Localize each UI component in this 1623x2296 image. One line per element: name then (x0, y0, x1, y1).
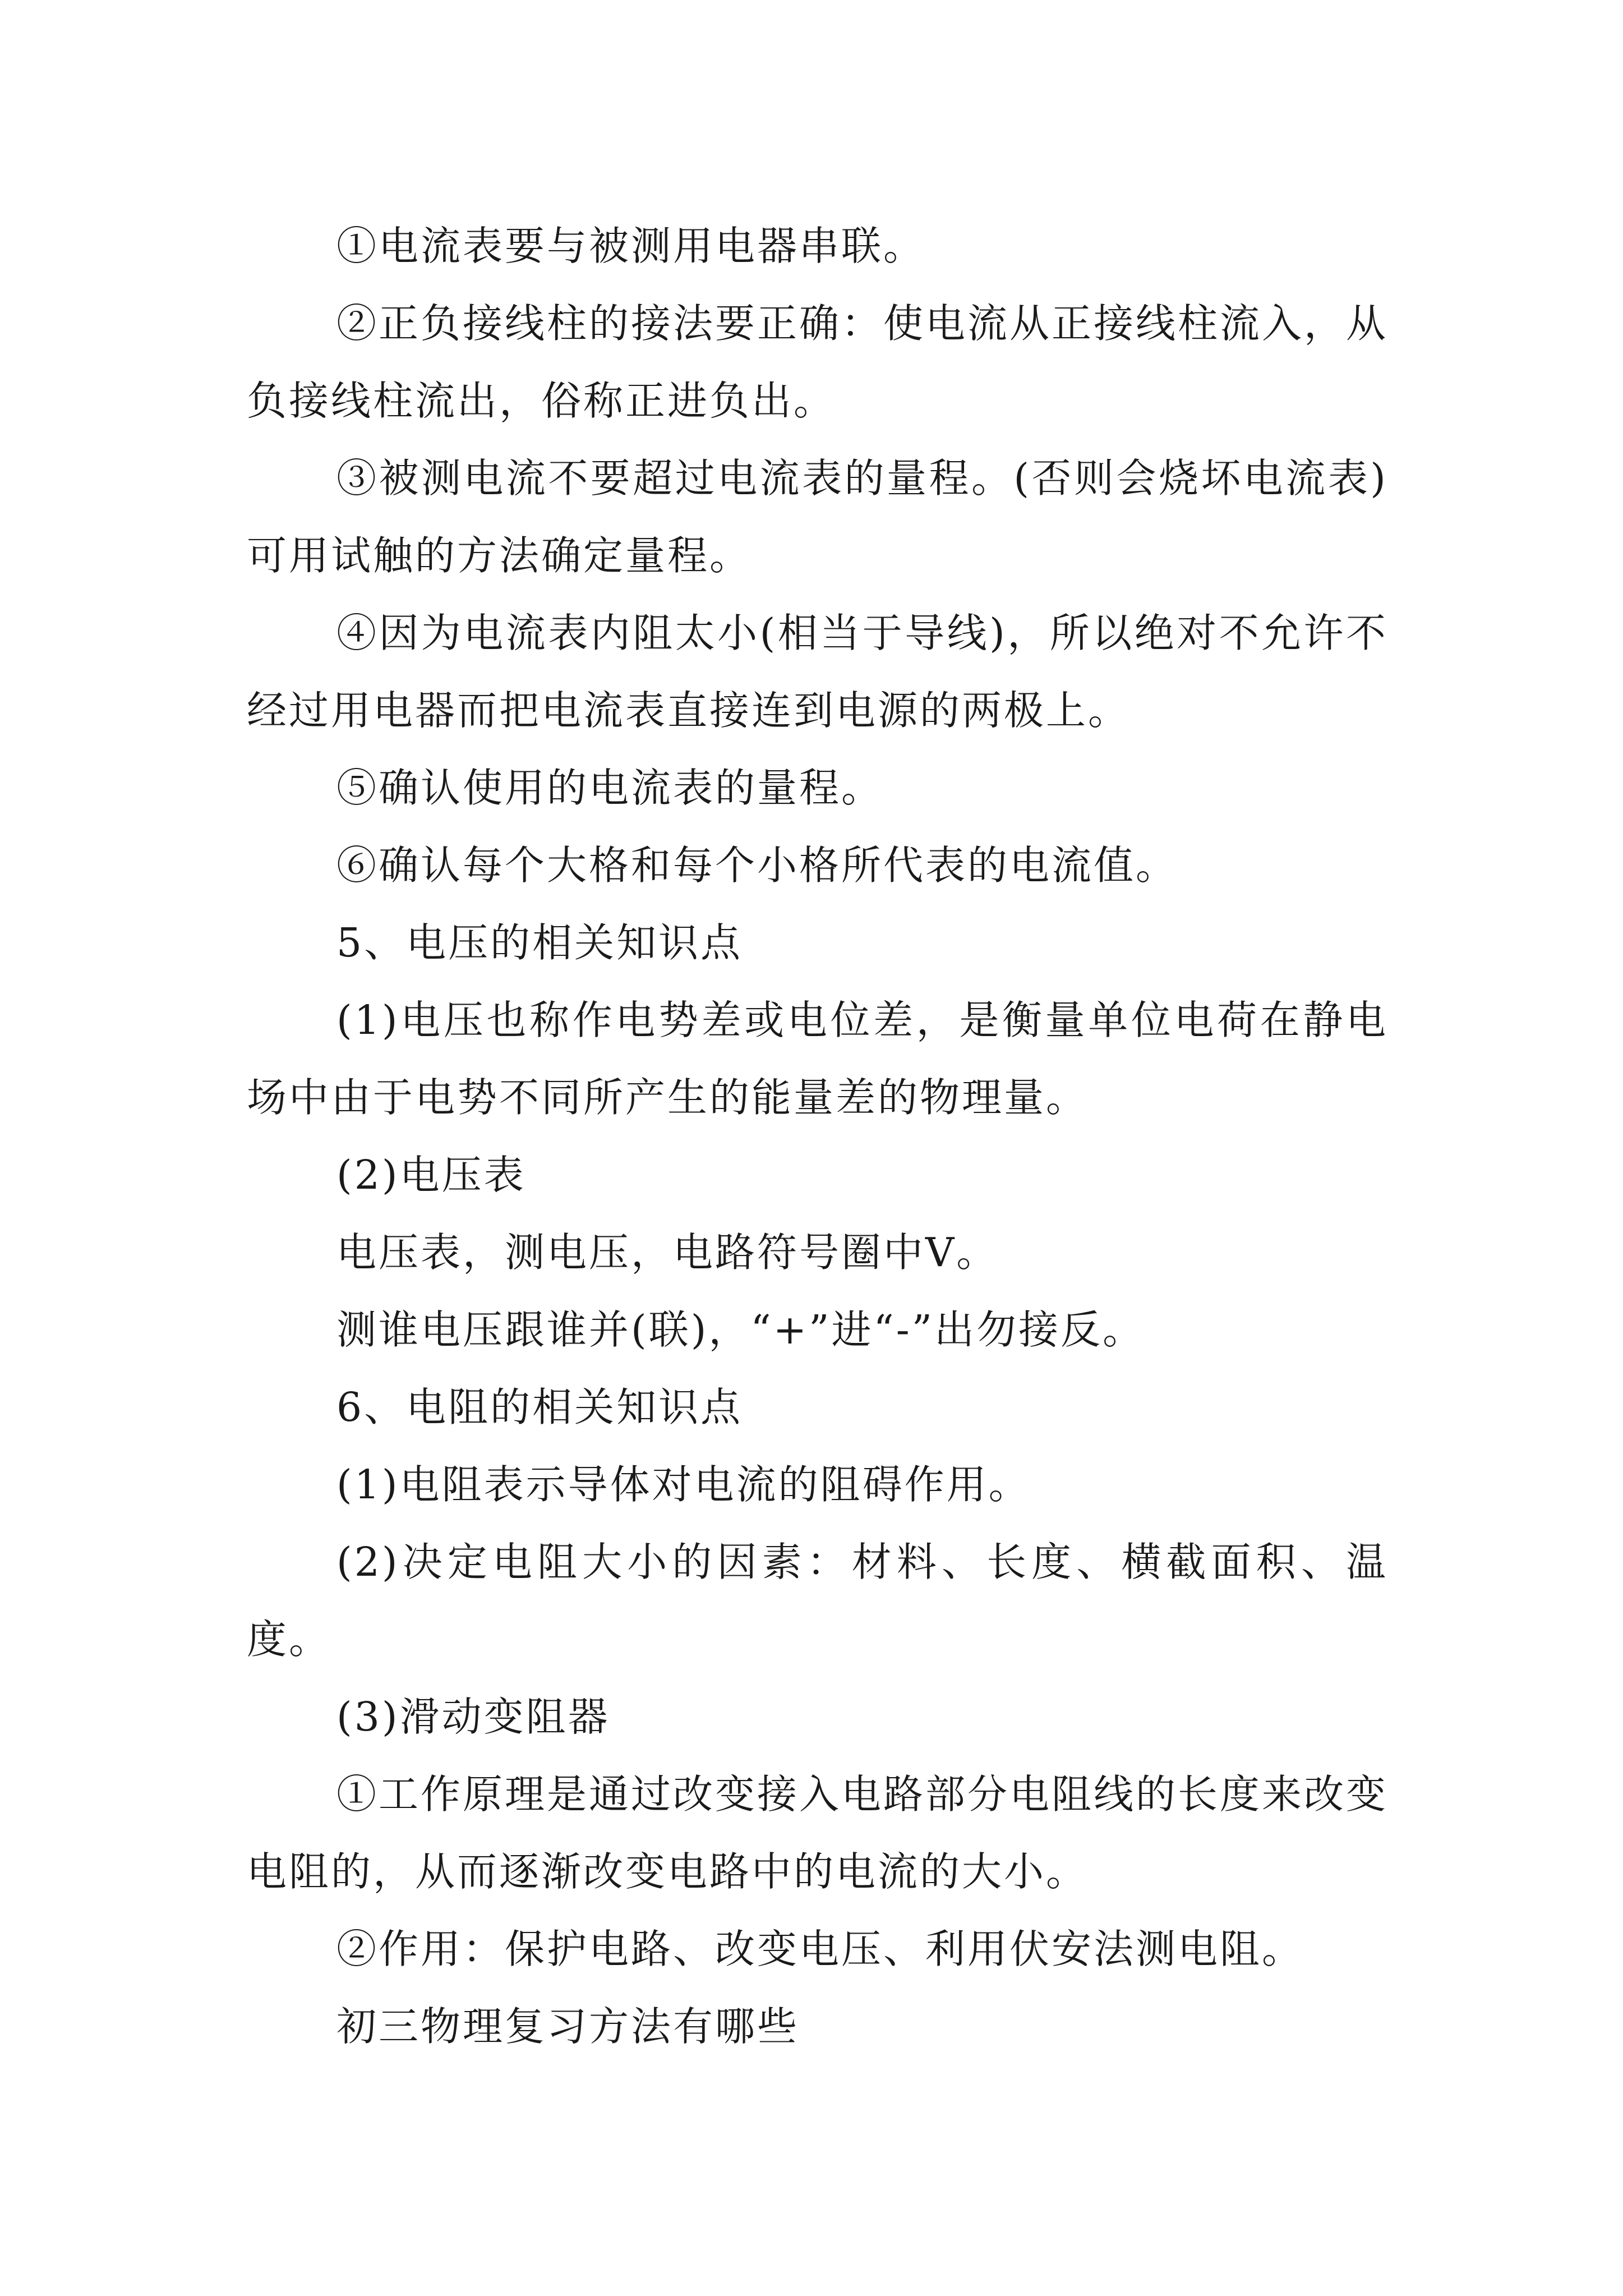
voltmeter-connection-rule: 测谁电压跟谁并(联)，“+”进“-”出勿接反。 (336, 1306, 1145, 1353)
resistance-factors: (2)决定电阻大小的因素：材料、长度、横截面积、温度。 (247, 1539, 1388, 1663)
voltage-definition: (1)电压也称作电势差或电位差，是衡量单位电荷在静电场中由于电势不同所产生的能量差的物理量。 (247, 997, 1388, 1121)
ammeter-rule-series: ①电流表要与被测用电器串联。 (336, 223, 926, 269)
ammeter-rule-range: ③被测电流不要超过电流表的量程。(否则会烧坏电流表)可用试触的方法确定量程。 (247, 455, 1388, 579)
rheostat-principle: ①工作原理是通过改变接入电路部分电阻线的长度来改变电阻的，从而逐渐改变电路中的电流的大小。 (247, 1771, 1389, 1895)
voltmeter-symbol: 电压表，测电压，电路符号圈中V。 (336, 1229, 999, 1276)
ammeter-rule-confirm-range: ⑤确认使用的电流表的量程。 (336, 765, 884, 811)
section-heading-resistance: 6、电阻的相关知识点 (336, 1384, 743, 1430)
review-methods-heading: 初三物理复习方法有哪些 (336, 2003, 800, 2050)
ammeter-rule-no-direct-connection: ④因为电流表内阻太小(相当于导线)，所以绝对不允许不经过用电器而把电流表直接连到电源的两极上。 (247, 610, 1388, 734)
document-body (247, 208, 1388, 2065)
resistance-definition: (1)电阻表示导体对电流的阻碍作用。 (336, 1461, 1031, 1508)
rheostat-subheading: (3)滑动变阻器 (336, 1694, 610, 1740)
section-heading-voltage: 5、电压的相关知识点 (336, 919, 743, 966)
voltmeter-subheading: (2)电压表 (336, 1152, 526, 1198)
ammeter-rule-division-value: ⑥确认每个大格和每个小格所代表的电流值。 (336, 842, 1178, 889)
rheostat-function: ②作用：保护电路、改变电压、利用伏安法测电阻。 (336, 1926, 1304, 1972)
ammeter-rule-terminals: ②正负接线柱的接法要正确：使电流从正接线柱流入，从负接线柱流出，俗称正进负出。 (247, 300, 1389, 424)
